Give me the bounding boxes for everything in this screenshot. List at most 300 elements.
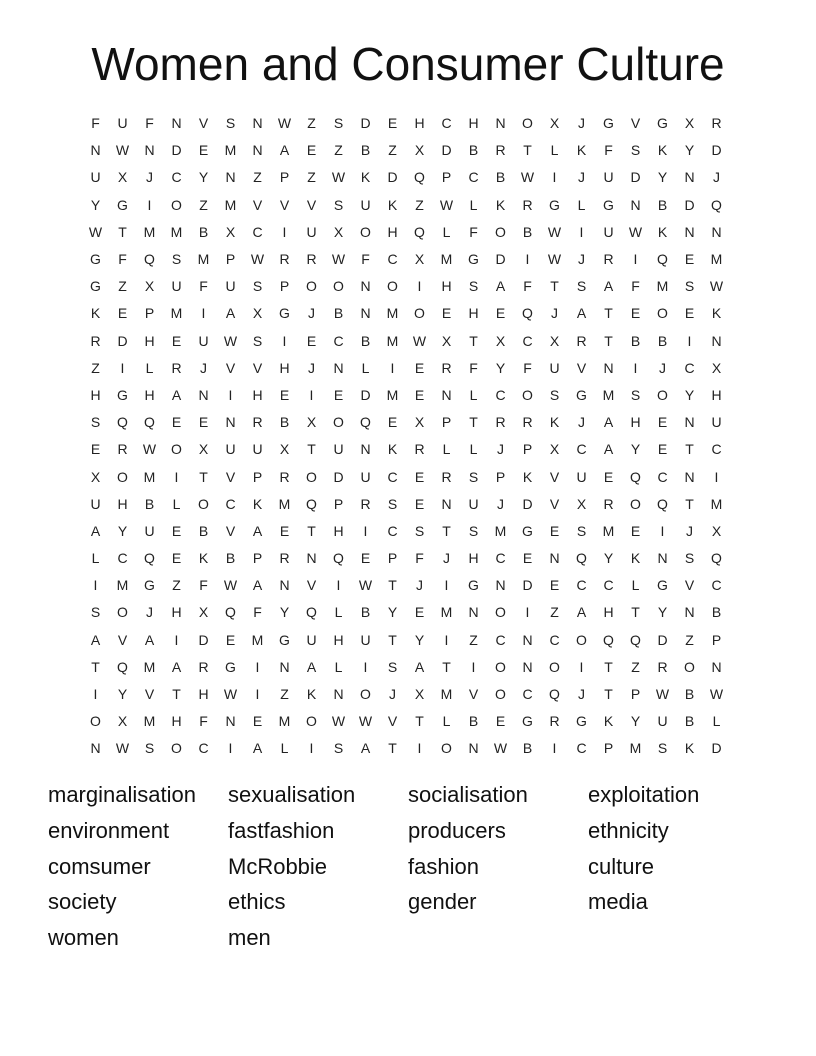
grid-letter: R (522, 196, 533, 213)
grid-letter: M (386, 332, 399, 349)
grid-letter: B (198, 522, 209, 539)
grid-letter: U (603, 169, 614, 186)
grid-letter: Y (117, 686, 128, 703)
grid-letter: I (525, 604, 530, 621)
grid-letter: H (603, 604, 614, 621)
grid-letter: X (333, 223, 344, 240)
grid-letter: S (252, 278, 263, 295)
grid-letter: J (308, 305, 315, 322)
grid-letter: O (657, 305, 668, 322)
grid-letter: A (576, 604, 587, 621)
grid-letter: U (333, 441, 344, 458)
grid-letter: O (306, 278, 317, 295)
grid-letter: C (225, 495, 236, 512)
grid-letter: M (710, 251, 723, 268)
grid-letter: L (577, 196, 586, 213)
grid-letter: G (144, 577, 155, 594)
grid-letter: R (117, 441, 128, 458)
grid-letter: C (387, 468, 398, 485)
grid-letter: Y (414, 631, 425, 648)
grid-letter: I (660, 522, 665, 539)
grid-letter: N (684, 414, 695, 431)
grid-letter: S (252, 332, 263, 349)
grid-letter: Q (306, 495, 317, 512)
grid-letter: P (630, 686, 641, 703)
grid-letter: B (684, 713, 695, 730)
grid-letter: E (414, 386, 425, 403)
grid-letter: Y (90, 196, 101, 213)
grid-letter: L (280, 740, 289, 757)
grid-letter: W (277, 115, 292, 132)
grid-letter: A (279, 142, 290, 159)
grid-letter: D (171, 142, 182, 159)
grid-letter: C (495, 386, 506, 403)
grid-letter: L (172, 495, 181, 512)
grid-letter: F (415, 550, 424, 567)
grid-row (82, 735, 730, 762)
grid-letter: W (709, 278, 724, 295)
grid-letter: C (522, 332, 533, 349)
grid-letter: X (495, 332, 506, 349)
grid-letter: G (603, 115, 614, 132)
grid-row (82, 409, 730, 436)
grid-letter: K (576, 142, 587, 159)
grid-letter: N (306, 550, 317, 567)
grid-letter: P (441, 169, 452, 186)
grid-letter: E (90, 441, 101, 458)
grid-letter: L (145, 359, 154, 376)
grid-letter: Y (657, 169, 668, 186)
grid-letter: W (439, 196, 454, 213)
grid-letter: B (657, 196, 668, 213)
grid-letter: O (630, 495, 641, 512)
grid-row (82, 164, 730, 191)
grid-letter: I (309, 740, 314, 757)
grid-letter: V (306, 577, 317, 594)
grid-letter: D (360, 115, 371, 132)
grid-letter: B (522, 223, 533, 240)
grid-letter: E (657, 441, 668, 458)
grid-letter: G (657, 577, 668, 594)
grid-letter: Z (334, 142, 343, 159)
grid-letter: X (252, 305, 263, 322)
grid-letter: E (630, 305, 641, 322)
grid-letter: T (307, 441, 316, 458)
grid-letter: K (549, 414, 560, 431)
grid-letter: Z (388, 142, 397, 159)
grid-letter: O (117, 604, 128, 621)
grid-letter: W (493, 740, 508, 757)
grid-letter: I (174, 631, 179, 648)
grid-letter: G (468, 251, 479, 268)
grid-letter: X (414, 414, 425, 431)
grid-letter: Q (522, 305, 533, 322)
grid-letter: U (90, 169, 101, 186)
grid-letter: N (495, 115, 506, 132)
grid-letter: R (495, 142, 506, 159)
grid-letter: H (711, 386, 722, 403)
grid-row (82, 572, 730, 599)
grid-letter: I (444, 577, 449, 594)
grid-letter: T (685, 495, 694, 512)
grid-letter: T (604, 658, 613, 675)
grid-letter: L (442, 441, 451, 458)
grid-letter: F (523, 278, 532, 295)
grid-letter: E (333, 386, 344, 403)
grid-letter: I (363, 658, 368, 675)
grid-letter: M (143, 658, 156, 675)
grid-letter: V (252, 196, 263, 213)
grid-letter: K (711, 305, 722, 322)
grid-row (82, 708, 730, 735)
grid-letter: H (630, 414, 641, 431)
grid-letter: G (117, 386, 128, 403)
grid-letter: E (684, 251, 695, 268)
grid-letter: R (441, 468, 452, 485)
grid-letter: X (576, 495, 587, 512)
grid-letter: L (469, 196, 478, 213)
grid-letter: U (360, 468, 371, 485)
grid-letter: X (549, 115, 560, 132)
grid-letter: I (552, 169, 557, 186)
grid-letter: N (198, 386, 209, 403)
grid-letter: S (387, 495, 398, 512)
grid-letter: D (711, 740, 722, 757)
grid-letter: S (684, 278, 695, 295)
grid-letter: R (549, 713, 560, 730)
grid-letter: Y (495, 359, 506, 376)
word-list-item: producers (408, 817, 506, 843)
grid-letter: X (414, 142, 425, 159)
page-title: Women and Consumer Culture (91, 38, 725, 90)
grid-letter: N (171, 115, 182, 132)
grid-letter: K (360, 169, 371, 186)
grid-letter: C (198, 740, 209, 757)
grid-letter: C (387, 522, 398, 539)
grid-letter: Q (117, 658, 128, 675)
grid-letter: A (576, 305, 587, 322)
grid-letter: W (358, 577, 373, 594)
grid-letter: H (171, 713, 182, 730)
grid-letter: N (225, 169, 236, 186)
grid-letter: B (333, 305, 344, 322)
grid-letter: K (387, 196, 398, 213)
grid-letter: S (549, 386, 560, 403)
grid-letter: M (602, 386, 615, 403)
grid-letter: E (495, 305, 506, 322)
grid-letter: Z (280, 686, 289, 703)
grid-letter: M (386, 386, 399, 403)
grid-letter: D (711, 142, 722, 159)
grid-letter: C (603, 577, 614, 594)
grid-letter: O (171, 740, 182, 757)
grid-letter: C (333, 332, 344, 349)
grid-letter: V (576, 359, 587, 376)
grid-letter: N (630, 196, 641, 213)
grid-row (82, 137, 730, 164)
grid-letter: W (709, 686, 724, 703)
word-list-item: socialisation (408, 782, 528, 807)
grid-letter: N (468, 604, 479, 621)
grid-letter: M (602, 522, 615, 539)
grid-letter: J (416, 577, 423, 594)
grid-letter: A (171, 658, 182, 675)
grid-letter: L (361, 359, 370, 376)
grid-letter: H (468, 550, 479, 567)
grid-letter: R (441, 359, 452, 376)
grid-letter: C (441, 115, 452, 132)
grid-row (82, 463, 730, 490)
grid-letter: A (90, 522, 101, 539)
grid-letter: S (90, 604, 101, 621)
word-list-item: McRobbie (228, 853, 328, 879)
grid-letter: U (90, 495, 101, 512)
grid-letter: S (630, 386, 641, 403)
grid-letter: F (199, 577, 208, 594)
grid-letter: U (549, 359, 560, 376)
grid-letter: P (252, 550, 263, 567)
grid-letter: J (578, 686, 585, 703)
grid-letter: F (118, 251, 127, 268)
grid-letter: I (444, 631, 449, 648)
grid-letter: O (171, 441, 182, 458)
grid-letter: G (603, 196, 614, 213)
grid-letter: U (360, 631, 371, 648)
grid-letter: X (414, 686, 425, 703)
grid-letter: W (331, 713, 346, 730)
grid-letter: Q (711, 550, 722, 567)
grid-letter: I (363, 522, 368, 539)
grid-letter: T (469, 414, 478, 431)
word-list-item: ethics (228, 889, 286, 915)
grid-letter: Q (144, 550, 155, 567)
grid-letter: N (225, 414, 236, 431)
grid-letter: A (360, 740, 371, 757)
grid-letter: Y (657, 604, 668, 621)
grid-letter: P (144, 305, 155, 322)
grid-letter: T (604, 305, 613, 322)
grid-letter: N (684, 604, 695, 621)
word-list-item: marginalisation (48, 782, 196, 807)
grid-letter: T (91, 658, 100, 675)
grid-letter: U (306, 631, 317, 648)
grid-letter: Y (279, 604, 290, 621)
grid-letter: W (223, 577, 238, 594)
grid-letter: N (360, 305, 371, 322)
grid-letter: N (522, 631, 533, 648)
grid-letter: F (91, 115, 100, 132)
grid-letter: I (255, 686, 260, 703)
grid-letter: K (495, 196, 506, 213)
grid-letter: H (279, 359, 290, 376)
grid-letter: M (278, 713, 291, 730)
grid-letter: A (306, 658, 317, 675)
grid-letter: W (628, 223, 643, 240)
grid-letter: M (224, 142, 237, 159)
grid-letter: I (390, 359, 395, 376)
grid-letter: B (468, 713, 479, 730)
grid-letter: H (252, 386, 263, 403)
grid-row (82, 599, 730, 626)
grid-letter: A (414, 658, 425, 675)
grid-letter: F (145, 115, 154, 132)
grid-letter: E (549, 577, 560, 594)
grid-letter: H (441, 278, 452, 295)
grid-letter: Y (684, 142, 695, 159)
grid-letter: M (170, 223, 183, 240)
grid-letter: E (630, 522, 641, 539)
grid-letter: D (522, 577, 533, 594)
grid-row (82, 491, 730, 518)
grid-letter: G (576, 713, 587, 730)
grid-letter: E (306, 142, 317, 159)
grid-letter: H (468, 115, 479, 132)
word-list-item: fashion (408, 853, 479, 879)
word-list-item: exploitation (588, 782, 700, 807)
grid-letter: F (253, 604, 262, 621)
grid-letter: O (306, 468, 317, 485)
grid-letter: E (495, 713, 506, 730)
grid-letter: W (520, 169, 535, 186)
grid-letter: R (522, 414, 533, 431)
grid-letter: O (576, 631, 587, 648)
grid-letter: A (495, 278, 506, 295)
grid-letter: I (687, 332, 692, 349)
grid-letter: N (279, 658, 290, 675)
grid-letter: V (144, 686, 155, 703)
word-list-item: culture (588, 853, 655, 879)
grid-row (82, 300, 730, 327)
grid-letter: E (252, 713, 263, 730)
grid-letter: J (578, 414, 585, 431)
grid-letter: D (657, 631, 668, 648)
grid-row (82, 192, 730, 219)
grid-letter: R (495, 414, 506, 431)
grid-letter: P (225, 251, 236, 268)
grid-letter: A (252, 577, 263, 594)
grid-letter: E (441, 305, 452, 322)
grid-letter: E (657, 414, 668, 431)
grid-letter: H (387, 223, 398, 240)
grid-letter: B (360, 604, 371, 621)
grid-letter: U (144, 522, 155, 539)
grid-letter: U (225, 278, 236, 295)
grid-letter: K (90, 305, 101, 322)
grid-letter: U (711, 414, 722, 431)
grid-letter: X (117, 169, 128, 186)
grid-letter: X (684, 115, 695, 132)
grid-letter: Z (550, 604, 559, 621)
grid-letter: W (223, 332, 238, 349)
grid-letter: E (171, 522, 182, 539)
grid-letter: K (387, 441, 398, 458)
grid-letter: P (441, 414, 452, 431)
grid-letter: E (279, 386, 290, 403)
grid-letter: O (333, 278, 344, 295)
grid-letter: I (579, 658, 584, 675)
grid-letter: C (522, 686, 533, 703)
grid-letter: R (171, 359, 182, 376)
grid-letter: M (251, 631, 264, 648)
grid-letter: R (252, 414, 263, 431)
grid-letter: N (279, 577, 290, 594)
grid-letter: R (279, 550, 290, 567)
grid-letter: V (225, 522, 236, 539)
grid-letter: M (386, 305, 399, 322)
grid-letter: U (468, 495, 479, 512)
grid-letter: Q (657, 251, 668, 268)
grid-letter: Z (91, 359, 100, 376)
grid-letter: E (387, 414, 398, 431)
grid-letter: H (90, 386, 101, 403)
grid-row (82, 110, 730, 137)
grid-letter: U (225, 441, 236, 458)
grid-letter: Y (387, 604, 398, 621)
grid-letter: P (603, 740, 614, 757)
word-list (48, 778, 768, 957)
grid-letter: K (522, 468, 533, 485)
grid-row (82, 681, 730, 708)
grid-letter: U (657, 713, 668, 730)
grid-letter: T (388, 740, 397, 757)
grid-letter: M (278, 495, 291, 512)
grid-row (82, 627, 730, 654)
grid-letter: M (143, 468, 156, 485)
grid-letter: M (143, 713, 156, 730)
grid-letter: N (522, 658, 533, 675)
grid-letter: H (414, 115, 425, 132)
grid-letter: N (657, 550, 668, 567)
grid-letter: J (713, 169, 720, 186)
grid-letter: Q (117, 414, 128, 431)
grid-letter: U (198, 332, 209, 349)
grid-letter: S (225, 115, 236, 132)
grid-letter: R (306, 251, 317, 268)
grid-letter: L (334, 604, 343, 621)
grid-letter: X (711, 359, 722, 376)
grid-letter: U (360, 196, 371, 213)
grid-letter: G (576, 386, 587, 403)
grid-letter: L (442, 223, 451, 240)
grid-letter: S (468, 468, 479, 485)
grid-letter: E (414, 468, 425, 485)
grid-letter: O (360, 686, 371, 703)
grid-letter: P (522, 441, 533, 458)
grid-letter: E (360, 550, 371, 567)
grid-letter: O (360, 223, 371, 240)
grid-letter: I (417, 278, 422, 295)
grid-letter: U (576, 468, 587, 485)
grid-letter: K (630, 550, 641, 567)
grid-letter: E (414, 604, 425, 621)
grid-letter: X (549, 441, 560, 458)
grid-letter: D (360, 386, 371, 403)
grid-letter: E (306, 332, 317, 349)
grid-letter: N (684, 468, 695, 485)
word-list-item: ethnicity (588, 817, 669, 843)
grid-letter: J (146, 604, 153, 621)
grid-row (82, 219, 730, 246)
grid-letter: I (552, 740, 557, 757)
grid-letter: D (387, 169, 398, 186)
grid-letter: U (603, 223, 614, 240)
grid-letter: R (360, 495, 371, 512)
grid-letter: L (91, 550, 100, 567)
grid-letter: N (333, 686, 344, 703)
grid-letter: W (331, 169, 346, 186)
grid-letter: Q (225, 604, 236, 621)
grid-letter: J (146, 169, 153, 186)
